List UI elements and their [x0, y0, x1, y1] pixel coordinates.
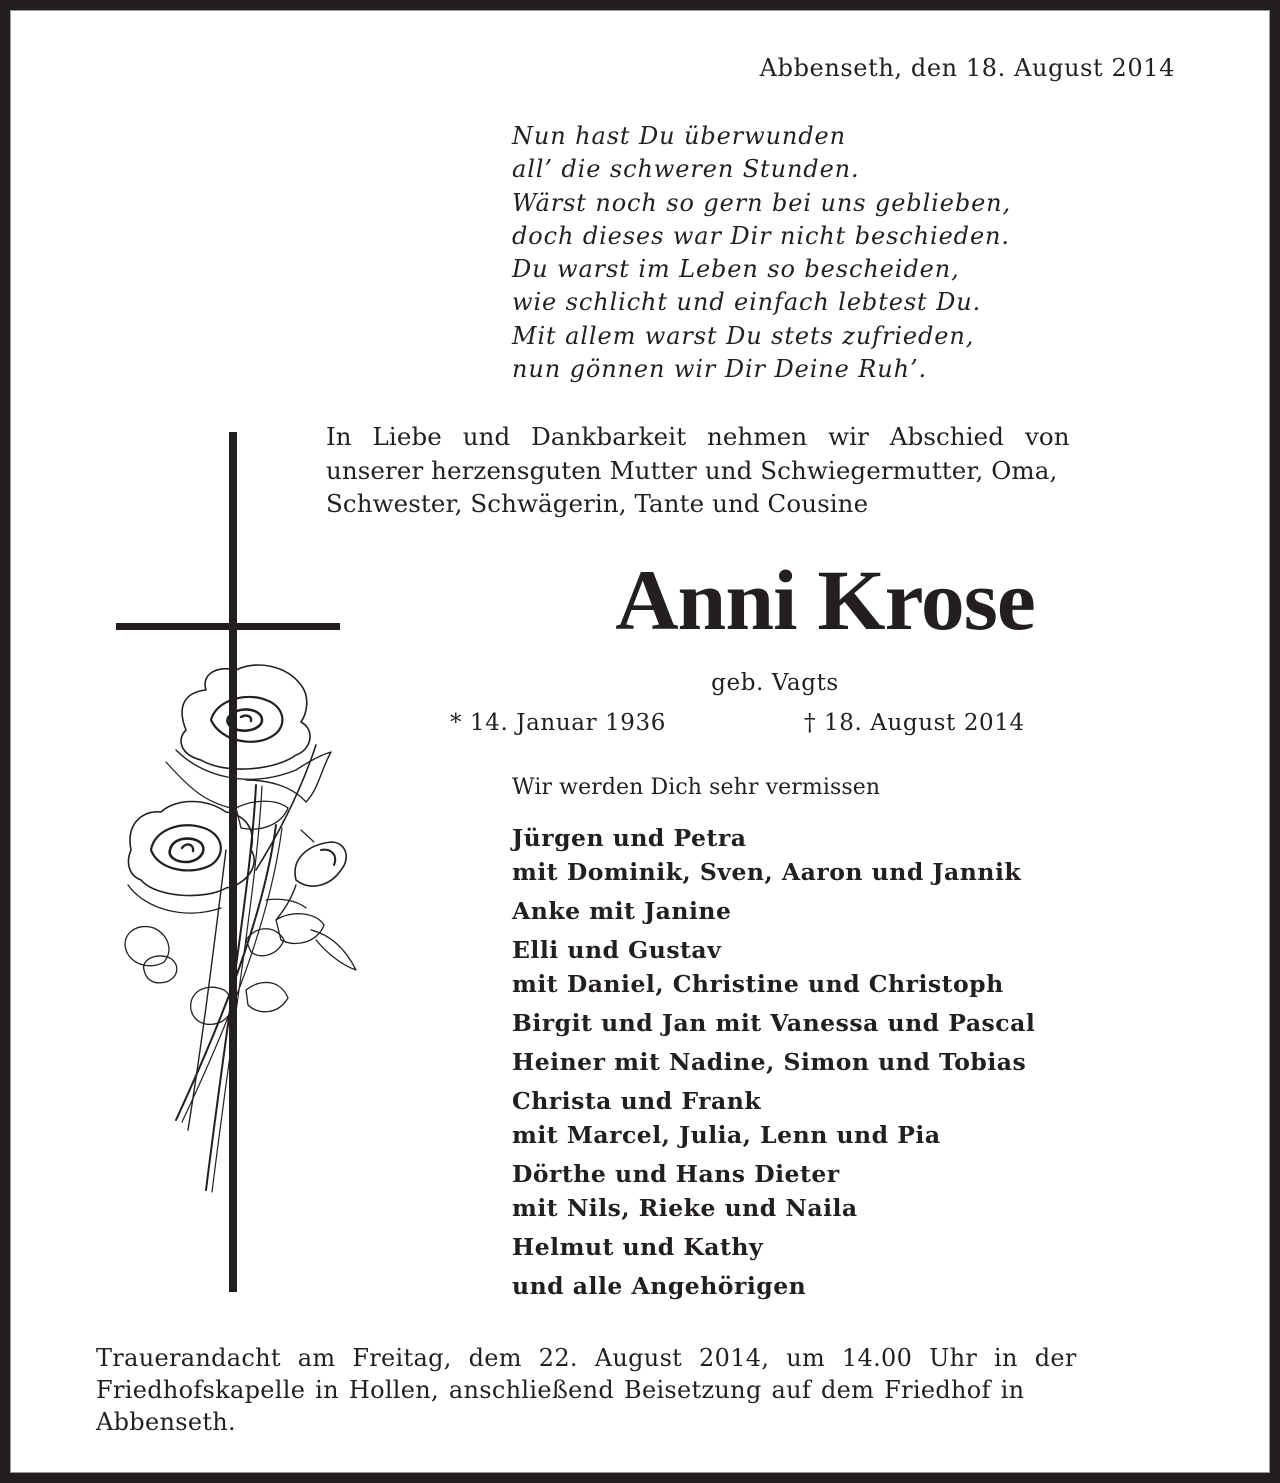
mourner-group: [512, 1084, 1035, 1152]
intro-line: unserer herzensguten Mutter und Schwiegermutter, Oma,: [326, 455, 1058, 485]
mourner-group: [512, 1269, 1035, 1303]
intro-line: In Liebe und Dankbarkeit nehmen wir Abschied von: [326, 422, 1070, 451]
poem-line: Wärst noch so gern bei uns geblieben,: [512, 188, 1012, 217]
mourner-group: [512, 894, 1035, 928]
service-details: [96, 1342, 1186, 1438]
poem-line: wie schlicht und einfach lebtest Du.: [512, 288, 982, 317]
mourner-line: Dörthe und Hans Dieter: [512, 1160, 840, 1188]
mourner-line: Anke mit Janine: [512, 897, 732, 925]
mourner-group: [512, 1045, 1035, 1079]
poem-line: Du warst im Leben so bescheiden,: [512, 255, 960, 284]
mourner-line: mit Daniel, Christine und Christoph: [512, 970, 1004, 998]
footer-line: Friedhofskapelle in Hollen, anschließend Beisetzung auf dem Friedhof in: [96, 1376, 1025, 1404]
mourner-line: und alle Angehörigen: [512, 1272, 807, 1300]
intro-line: Schwester, Schwägerin, Tante und Cousine: [326, 489, 869, 518]
death-date: † 18. August 2014: [804, 710, 1025, 736]
poem-line: Mit allem warst Du stets zufrieden,: [512, 321, 975, 350]
mourner-group: [512, 1006, 1035, 1040]
miss-you-line: Wir werden Dich sehr vermissen: [512, 775, 881, 800]
poem-line: doch dieses war Dir nicht beschieden.: [512, 221, 1010, 250]
mourner-line: mit Dominik, Sven, Aaron und Jannik: [512, 858, 1022, 886]
mourner-line: mit Marcel, Julia, Lenn und Pia: [512, 1121, 941, 1149]
mourner-group: [512, 1157, 1035, 1225]
mourner-line: Birgit und Jan mit Vanessa und Pascal: [512, 1009, 1036, 1037]
farewell-intro: [326, 420, 1184, 521]
mourner-group: [512, 933, 1035, 1001]
mourner-line: Jürgen und Petra: [512, 824, 747, 852]
maiden-name: geb. Vagts: [711, 670, 839, 696]
memorial-poem: [512, 120, 1011, 386]
poem-line: nun gönnen wir Dir Deine Ruh’.: [512, 355, 928, 384]
deceased-name: Anni Krose: [615, 552, 1035, 648]
mourner-line: Helmut und Kathy: [512, 1233, 764, 1261]
mourner-group: [512, 1230, 1035, 1264]
mourner-line: Heiner mit Nadine, Simon und Tobias: [512, 1048, 1027, 1076]
poem-line: all’ die schweren Stunden.: [512, 155, 860, 184]
footer-line: Abbenseth.: [96, 1408, 236, 1436]
mourner-line: Christa und Frank: [512, 1087, 762, 1115]
mourner-line: mit Nils, Rieke und Naila: [512, 1194, 858, 1222]
mourner-line: Elli und Gustav: [512, 936, 722, 964]
poem-line: Nun hast Du überwunden: [512, 122, 847, 150]
footer-line: Trauerandacht am Freitag, dem 22. August 2014, um 14.00 Uhr in der: [96, 1344, 1077, 1372]
birth-date: * 14. Januar 1936: [450, 710, 667, 736]
mourner-group: [512, 821, 1035, 889]
obituary-notice: [10, 10, 1270, 1473]
place-and-date: Abbenseth, den 18. August 2014: [759, 54, 1175, 82]
mourners-list: [512, 821, 1035, 1308]
cross-with-roses-icon: [106, 430, 376, 1310]
